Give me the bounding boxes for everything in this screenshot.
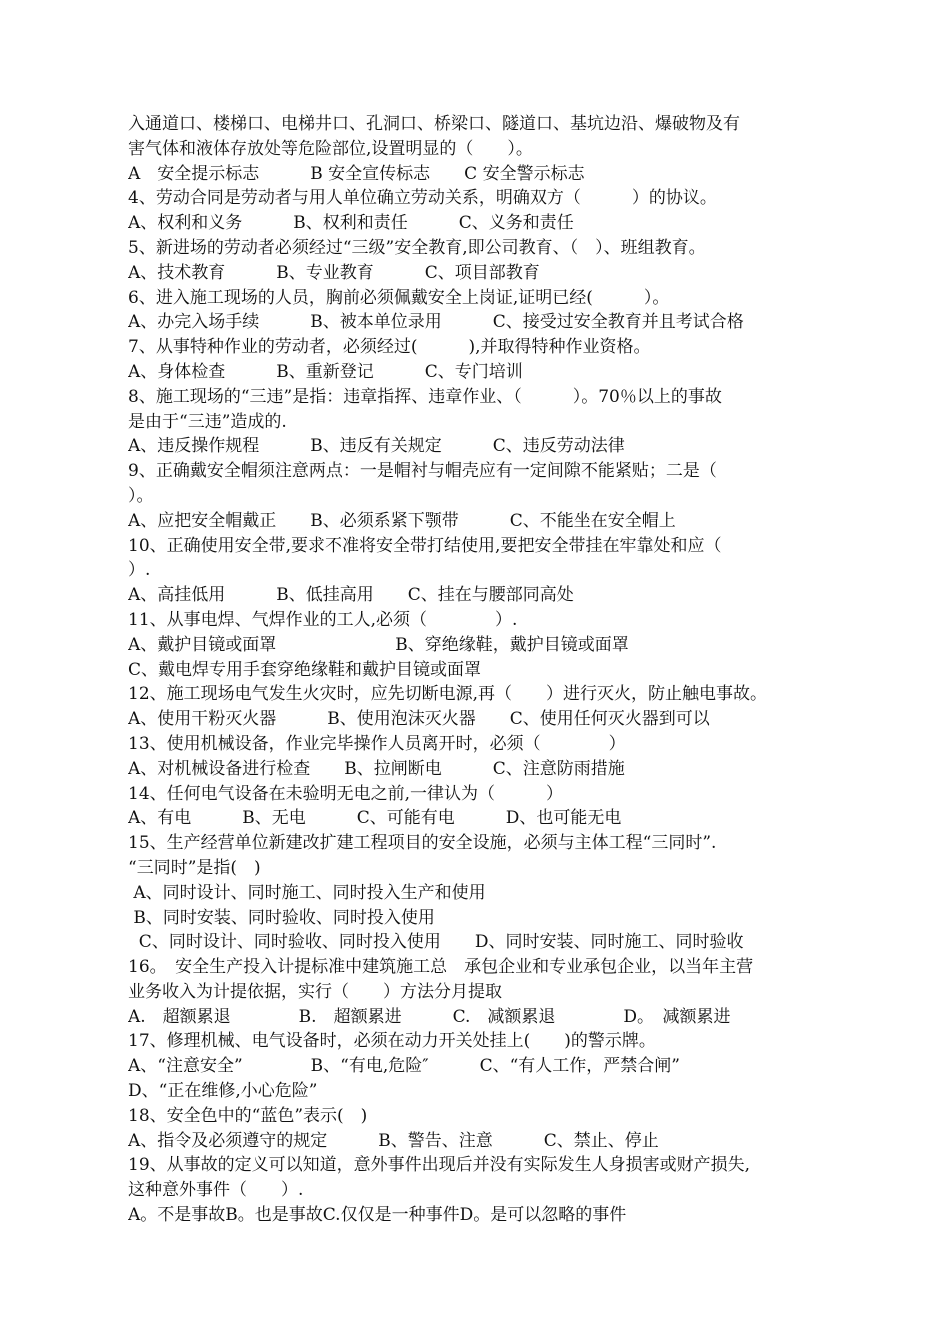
question-line: 8、施工现场的“三违”是指：违章指挥、违章作业、（ ）。70％以上的事故 — [128, 386, 722, 407]
question-line: 是由于“三违”造成的. — [128, 411, 287, 432]
question-line: 14、任何电气设备在未验明无电之前,一律认为（ ） — [128, 783, 564, 804]
text-line: 入通道口、楼梯口、电梯井口、孔洞口、桥梁口、隧道口、基坑边沿、爆破物及有 — [128, 114, 740, 134]
question-line: “三同时”是指( ) — [128, 857, 261, 878]
options-line: A、权利和义务 B、权利和责任 C、义务和责任 — [128, 213, 574, 234]
options-line: A、办完入场手续 B、被本单位录用 C、接受过安全教育并且考试合格 — [128, 312, 744, 333]
question-line: 10、正确使用安全带,要求不准将安全带打结使用,要把安全带挂在牢靠处和应（ — [128, 535, 722, 556]
question-line: 7、从事特种作业的劳动者，必须经过( ),并取得特种作业资格。 — [128, 337, 651, 358]
options-line: C、同时设计、同时验收、同时投入使用 D、同时安装、同时施工、同时验收 — [128, 932, 744, 953]
options-line: A、应把安全帽戴正 B、必须系紧下颚带 C、不能坐在安全帽上 — [128, 510, 676, 531]
options-line: A、有电 B、无电 C、可能有电 D、也可能无电 — [128, 808, 622, 829]
document-page — [128, 112, 828, 1228]
question-line: 18、安全色中的“蓝色”表示( ) — [128, 1105, 368, 1126]
text-line: 害气体和液体存放处等危险部位,设置明显的（ ）。 — [128, 138, 533, 159]
question-line: 15、生产经营单位新建改扩建工程项目的安全设施，必须与主体工程“三同时”. — [128, 833, 717, 854]
options-line: A、违反操作规程 B、违反有关规定 C、违反劳动法律 — [128, 436, 625, 457]
question-line: 这种意外事件（ ）. — [128, 1180, 304, 1201]
options-line: D、“正在维修,小心危险” — [128, 1081, 318, 1102]
options-line: A、对机械设备进行检查 B、拉闸断电 C、注意防雨措施 — [128, 758, 625, 779]
question-line: 5、新进场的劳动者必须经过“三级”安全教育,即公司教育、（ ）、班组教育。 — [128, 237, 706, 258]
question-line: 16。 安全生产投入计提标准中建筑施工总 承包企业和专业承包企业，以当年主营 — [128, 957, 754, 978]
question-line: 19、从事故的定义可以知道，意外事件出现后并没有实际发生人身损害或财产损失, — [128, 1155, 751, 1176]
options-line: B、同时安装、同时验收、同时投入使用 — [128, 907, 435, 928]
question-line: 17、修理机械、电气设备时，必须在动力开关处挂上( )的警示牌。 — [128, 1031, 656, 1052]
options-line: A、戴护目镜或面罩 B、穿绝缘鞋，戴护目镜或面罩 — [128, 634, 629, 655]
options-line: A、指令及必须遵守的规定 B、警告、注意 C、禁止、停止 — [128, 1130, 659, 1151]
options-line: A、身体检查 B、重新登记 C、专门培训 — [128, 361, 523, 382]
question-line: 12、施工现场电气发生火灾时，应先切断电源,再（ ）进行灭火，防止触电事故。 — [128, 684, 768, 705]
question-line: ）。 — [128, 485, 154, 506]
question-line: 4、劳动合同是劳动者与用人单位确立劳动关系，明确双方（ ）的协议。 — [128, 188, 717, 209]
options-line: A、同时设计、同时施工、同时投入生产和使用 — [128, 882, 486, 903]
options-line: A、高挂低用 B、低挂高用 C、挂在与腰部同高处 — [128, 585, 574, 606]
question-line: 6、进入施工现场的人员，胸前必须佩戴安全上岗证,证明已经( ）。 — [128, 287, 670, 308]
question-line: 11、从事电焊、气焊作业的工人,必须（ ）. — [128, 609, 518, 630]
options-line: A、“注意安全” B、“有电,危险″ C、“有人工作，严禁合闸” — [128, 1056, 680, 1077]
text-line: A 安全提示标志 B 安全宣传标志 C 安全警示标志 — [128, 163, 585, 184]
options-line: A。不是事故B。也是事故C.仅仅是一种事件D。是可以忽略的事件 — [128, 1205, 627, 1226]
question-line: 业务收入为计提依据，实行（ ）方法分月提取 — [128, 981, 502, 1002]
options-line: C、戴电焊专用手套穿绝缘鞋和戴护目镜或面罩 — [128, 659, 482, 680]
options-line: A、技术教育 B、专业教育 C、项目部教育 — [128, 262, 540, 283]
question-line: ）. — [128, 560, 151, 581]
question-line: 13、使用机械设备，作业完毕操作人员离开时，必须（ ） — [128, 733, 626, 754]
options-line: A. 超额累退 B. 超额累进 C. 减额累退 D。 减额累进 — [128, 1006, 731, 1027]
question-line: 9、正确戴安全帽须注意两点：一是帽衬与帽壳应有一定间隙不能紧贴；二是（ — [128, 461, 717, 482]
options-line: A、使用干粉灭火器 B、使用泡沫灭火器 C、使用任何灭火器到可以 — [128, 709, 710, 730]
